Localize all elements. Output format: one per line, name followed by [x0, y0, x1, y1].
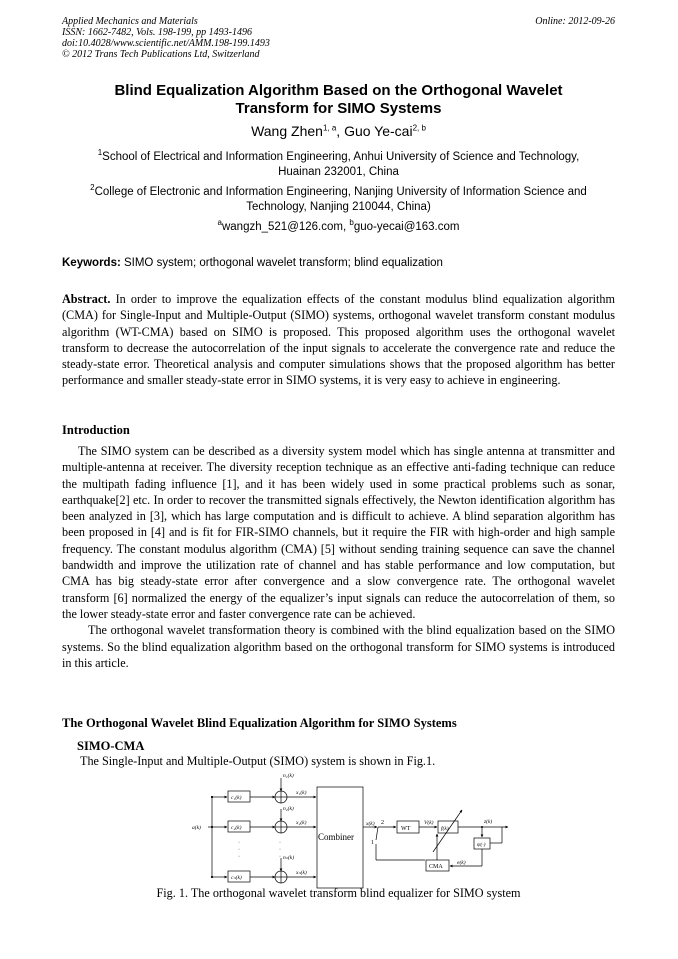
paragraph: The Single-Input and Multiple-Output (SIMO) system is shown in Fig.1. [80, 754, 436, 768]
ellipsis-dot: · [279, 847, 281, 853]
channel-label: cₙ(k) [231, 875, 242, 881]
affiliation-text: Huainan 232001, China [278, 166, 399, 178]
keywords-label: Keywords: [62, 257, 121, 269]
switch-arm [376, 827, 378, 840]
junction-dot [211, 876, 213, 878]
section-heading-algorithm: The Orthogonal Wavelet Blind Equalization Algorithm for SIMO Systems [62, 716, 457, 730]
ellipsis-dot: · [238, 847, 240, 853]
noise-label: n₁(k) [283, 773, 294, 779]
section-heading-introduction: Introduction [62, 423, 130, 437]
abstract-label: Abstract. [62, 292, 111, 306]
title-line-1: Blind Equalization Algorithm Based on the Orthogonal Wavelet [114, 82, 563, 99]
simo-system-diagram [190, 770, 510, 890]
psi-label: ψ(·) [477, 842, 486, 848]
email-marker: a [217, 218, 222, 228]
journal-name: Applied Mechanics and Materials [62, 16, 198, 27]
author-list [62, 123, 615, 140]
paragraph: The orthogonal wavelet transformation theory is combined with the blind equalization based on the SIMO systems. So the blind equalization algorithm based on the orthogonal transform for SIMO systems is introduced in this article. [62, 623, 615, 670]
journal-issn: ISSN: 1662-7482, Vols. 198-199, pp 1493-1496 [62, 27, 252, 38]
ellipsis-dot: · [238, 854, 240, 860]
keywords [62, 256, 615, 270]
affiliation-1 [62, 150, 615, 180]
journal-copyright: © 2012 Trans Tech Publications Ltd, Switzerland [62, 49, 260, 60]
branch-output-label: xₙ(k) [296, 870, 307, 876]
input-signal-label: a(k) [192, 825, 201, 831]
output-label: z(k) [484, 819, 493, 825]
author-superscript: 2, b [412, 123, 426, 133]
subsection-heading-simo-cma: SIMO-CMA [77, 739, 145, 753]
affiliation-text: Technology, Nanjing 210044, China) [246, 201, 431, 213]
affiliation-text: College of Electronic and Information Engineering, Nanjing University of Information Science and [94, 186, 587, 198]
filter-label: f(k) [441, 826, 449, 832]
email-address: guo-yecai@163.com [353, 221, 460, 233]
author-separator: , [336, 123, 345, 139]
email-address: wangzh_521@126.com [221, 221, 343, 233]
transformed-signal-label: V(k) [424, 820, 434, 826]
channel-label: c₁(k) [231, 795, 242, 801]
journal-doi: doi:10.4028/www.scientific.net/AMM.198-199.1493 [62, 38, 270, 49]
introduction-body [62, 443, 615, 671]
paragraph: The SIMO system can be described as a diversity system model which has single antenna at transmitter and multiple-antenna at receiver. The diversity reception technique as an effective anti-fading technique can reduce the multipath fading influence [1], and it has been widely used in some practical problems such as sonar, earthquake[2] etc. In order to recover the transmitted signals effectively, the Newton identification algorithm has been analyzed in [3], which has large computation and is difficult to achieve. A blind separation algorithm has been proposed in [4] and is fit for FIR-SIMO channels, but it require the FIR with high-order and high sample frequency. The constant modulus algorithm (CMA) [5] without sending training sequence can save the channel bandwidth and improve the utilization rate of channel and has stable performance and low computation, but CMA has big steady-state error after convergence and a slow convergence rate. The orthogonal wavelet transform [6] normalized the energy of the equalizer’s input signals can reduce the autocorrelation of them, so the lower steady-state error and faster convergence rate can be achieved. [62, 444, 615, 621]
noise-label: n₂(k) [283, 806, 294, 812]
branch-output-label: x₁(k) [296, 790, 307, 796]
abstract-text: In order to improve the equalization effects of the constant modulus blind equalization algorithm (CMA) for Single-Input and Multiple-Output (SIMO) systems, orthogonal wavelet transform constant modulus algorithm (WT-CMA) based on SIMO is proposed. This proposed algorithm uses the orthogonal wavelet transform to decrease the autocorrelation of the input signals to accelerate the convergence rate and reduce the steady-state error. Theoretical analysis and computer simulations shows that the proposed algorithm has better performance and smaller steady-state error in SIMO systems, it is very easy to achieve in engineering. [62, 292, 615, 388]
author-name: Guo Ye-cai [344, 123, 413, 139]
junction-dot [211, 826, 213, 828]
switch-position-label: 1 [371, 840, 374, 846]
keywords-text: SIMO system; orthogonal wavelet transform; blind equalization [120, 257, 443, 269]
online-date: Online: 2012-09-26 [535, 16, 615, 27]
affiliation-text: School of Electrical and Information Engineering, Anhui University of Science and Technology, [102, 151, 580, 163]
combined-signal-label: x(k) [366, 821, 375, 827]
affiliation-marker: 2 [90, 183, 95, 193]
wt-label: WT [401, 826, 411, 832]
affiliation-2 [62, 185, 615, 215]
ellipsis-dot: · [238, 840, 240, 846]
title-line-2: Transform for SIMO Systems [235, 100, 442, 117]
abstract [62, 291, 615, 389]
author-superscript: 1, a [322, 123, 337, 133]
ellipsis-dot: · [279, 840, 281, 846]
cma-label: CMA [429, 864, 443, 870]
author-emails [62, 220, 615, 234]
email-marker: b [349, 218, 354, 228]
junction-dot [211, 796, 213, 798]
journal-header [62, 16, 270, 60]
branch-output-label: x₂(k) [296, 820, 307, 826]
channel-label: c₂(k) [231, 825, 242, 831]
author-name: Wang Zhen [251, 123, 323, 139]
ellipsis-dot: · [279, 854, 281, 860]
combiner-label: Combiner [318, 832, 354, 842]
affiliation-marker: 1 [97, 148, 103, 158]
noise-label: nₙ(k) [283, 855, 295, 861]
error-label: e(k) [457, 860, 466, 866]
paper-title [62, 82, 615, 118]
switch-position-label: 2 [381, 820, 384, 826]
figure-caption: Fig. 1. The orthogonal wavelet transform blind equalizer for SIMO system [156, 886, 521, 900]
junction-dot [481, 826, 483, 828]
email-separator: , [342, 221, 350, 233]
